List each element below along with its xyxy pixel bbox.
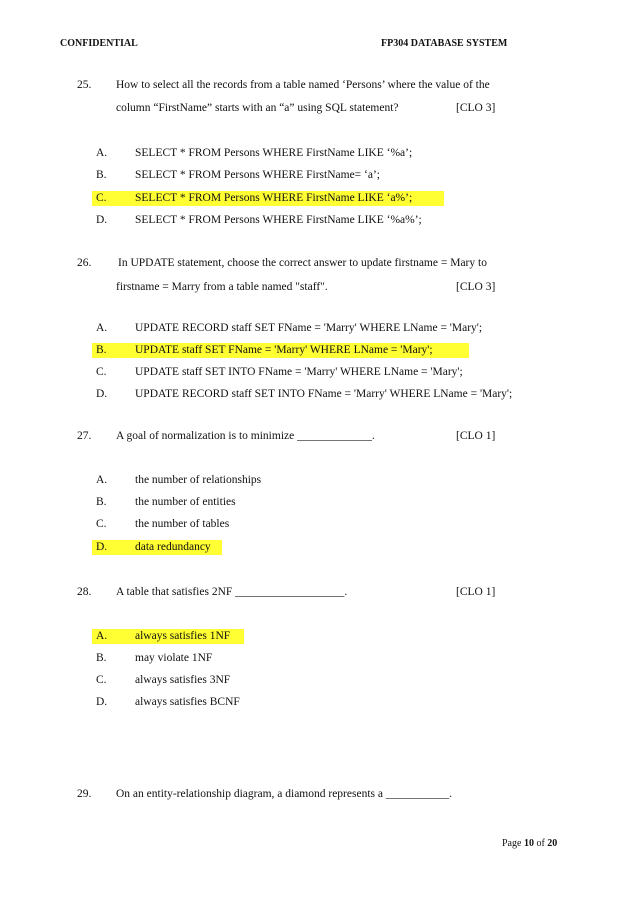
option-28-a-correct: [0, 629, 638, 646]
option-text: always satisfies 1NF: [135, 630, 231, 642]
page-number: 10: [523, 838, 534, 849]
option-25-b: [0, 168, 638, 185]
question-text-line1: A goal of normalization is to minimize _____________.: [116, 430, 375, 442]
question-text-line1: In UPDATE statement, choose the correct answer to update firstname = Mary to: [118, 257, 487, 269]
page-footer: [502, 838, 557, 849]
option-25-a: [0, 146, 638, 163]
option-text: SELECT * FROM Persons WHERE FirstName LIKE ‘%a%’;: [135, 214, 422, 226]
option-letter: C.: [96, 674, 107, 686]
question-number: 27.: [77, 430, 92, 442]
option-text: the number of relationships: [135, 474, 262, 486]
question-text-line1: How to select all the records from a table named ‘Persons’ where the value of the: [116, 79, 490, 91]
clo-tag: [CLO 3]: [456, 102, 496, 114]
option-letter: B.: [96, 496, 107, 508]
option-text: data redundancy: [135, 541, 211, 553]
option-26-d: [0, 387, 638, 404]
option-letter: B.: [96, 169, 107, 181]
question-number: 29.: [77, 788, 92, 800]
option-27-b: [0, 495, 638, 512]
option-28-d: [0, 695, 638, 712]
option-letter: D.: [96, 388, 108, 400]
option-letter: D.: [96, 541, 108, 553]
header-confidential: CONFIDENTIAL: [60, 38, 138, 49]
option-letter: C.: [96, 518, 107, 530]
of-label: of: [536, 838, 545, 849]
option-25-c-correct: [0, 191, 638, 208]
option-text: SELECT * FROM Persons WHERE FirstName= ‘a’;: [135, 169, 380, 181]
option-27-d-correct: [0, 540, 638, 557]
option-letter: A.: [96, 474, 108, 486]
clo-tag: [CLO 1]: [456, 430, 496, 442]
question-number: 25.: [77, 79, 92, 91]
clo-tag: [CLO 1]: [456, 586, 496, 598]
option-27-a: [0, 473, 638, 490]
option-text: SELECT * FROM Persons WHERE FirstName LIKE ‘a%’;: [135, 192, 413, 204]
option-letter: A.: [96, 147, 108, 159]
option-text: UPDATE staff SET FName = 'Marry' WHERE LName = 'Mary';: [135, 344, 433, 356]
option-26-c: [0, 365, 638, 382]
option-letter: C.: [96, 192, 107, 204]
question-text-line1: A table that satisfies 2NF ___________________.: [116, 586, 348, 598]
option-text: the number of tables: [135, 518, 230, 530]
option-28-b: [0, 651, 638, 668]
option-26-b-correct: [0, 343, 638, 360]
page-label: Page: [502, 838, 522, 849]
clo-tag: [CLO 3]: [456, 281, 496, 293]
option-26-a: [0, 321, 638, 338]
option-letter: C.: [96, 366, 107, 378]
option-28-c: [0, 673, 638, 690]
question-number: 28.: [77, 586, 92, 598]
option-letter: B.: [96, 344, 107, 356]
option-text: UPDATE RECORD staff SET INTO FName = 'Marry' WHERE LName = 'Mary';: [135, 388, 513, 400]
option-text: UPDATE RECORD staff SET FName = 'Marry' WHERE LName = 'Mary';: [135, 322, 483, 334]
question-number: 26.: [77, 257, 92, 269]
option-text: the number of entities: [135, 496, 236, 508]
option-letter: D.: [96, 214, 108, 226]
option-text: UPDATE staff SET INTO FName = 'Marry' WHERE LName = 'Mary';: [135, 366, 463, 378]
option-letter: A.: [96, 322, 108, 334]
header-course-title: FP304 DATABASE SYSTEM: [381, 38, 508, 49]
option-25-d: [0, 213, 638, 230]
option-letter: D.: [96, 696, 108, 708]
question-text-line2: column “FirstName” starts with an “a” using SQL statement?: [116, 102, 399, 114]
option-text: always satisfies BCNF: [135, 696, 240, 708]
option-text: always satisfies 3NF: [135, 674, 231, 686]
option-27-c: [0, 517, 638, 534]
option-text: may violate 1NF: [135, 652, 213, 664]
option-letter: A.: [96, 630, 108, 642]
total-pages: 20: [547, 838, 558, 849]
option-letter: B.: [96, 652, 107, 664]
question-text-line1: On an entity-relationship diagram, a diamond represents a ___________.: [116, 788, 452, 800]
option-text: SELECT * FROM Persons WHERE FirstName LIKE ‘%a’;: [135, 147, 413, 159]
question-text-line2: firstname = Marry from a table named "staff".: [116, 281, 328, 293]
